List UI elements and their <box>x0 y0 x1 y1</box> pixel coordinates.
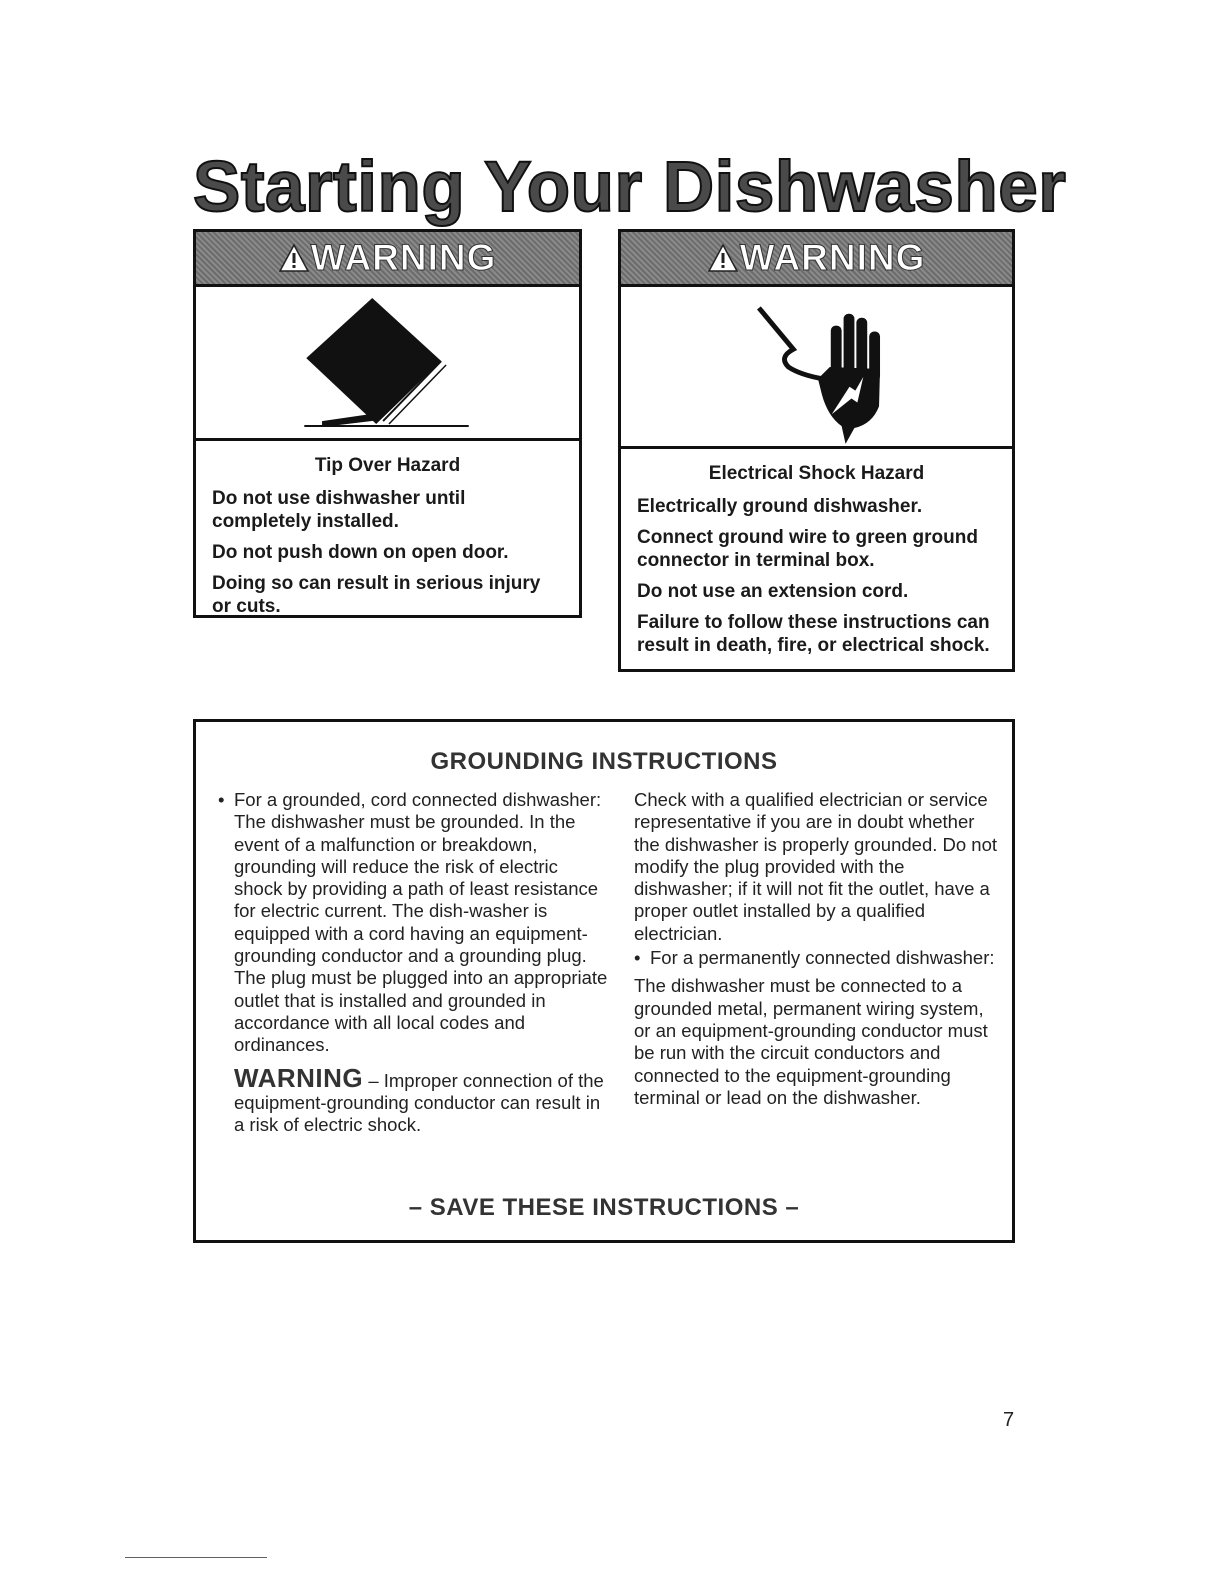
warning-header <box>196 232 579 287</box>
electric-shock-pictogram <box>621 287 1012 449</box>
tip-over-icon <box>196 287 579 438</box>
grounding-instructions-box <box>193 719 1015 1243</box>
warning-line: Do not push down on open door. <box>212 542 509 563</box>
page-number: 7 <box>1003 1409 1015 1431</box>
bullet-icon: • <box>634 947 641 969</box>
tip-over-pictogram <box>196 287 579 441</box>
grounding-column-left <box>218 789 608 1136</box>
tip-over-warning-box <box>193 229 582 618</box>
warning-text: – Improper connection of the equipment-grounding conductor can result in a risk of electric shock. <box>234 1069 604 1136</box>
bullet-icon: • <box>218 789 225 810</box>
page-title: Starting Your Dishwasher <box>193 148 1067 227</box>
bullet-body: The dishwasher must be connected to a grounded metal, permanent wiring system, or an equipment-grounding conductor must be run with the circuit conductors and connected to the equipment-grounding terminal or lead on the dishwasher. <box>634 975 988 1108</box>
warning-line: Doing so can result in serious injury or cuts. <box>212 573 541 617</box>
warning-label: WARNING <box>310 237 497 278</box>
grounding-title: GROUNDING INSTRUCTIONS <box>430 748 778 775</box>
save-instructions: – SAVE THESE INSTRUCTIONS – <box>408 1194 800 1221</box>
bullet-heading: For a grounded, cord connected dishwasher: <box>234 789 602 810</box>
bullet-body: The dishwasher must be grounded. In the event of a malfunction or breakdown, grounding will reduce the risk of electric shock by providing a path of least resistance for electric current. The dish-washer is equipped with a cord having an equipment-grounding conductor and a grounding plug. The plug must be plugged into an appropriate outlet that is installed and grounded in accordance with all local codes and ordinances. <box>234 811 608 1056</box>
hazard-title: Tip Over Hazard <box>314 455 461 476</box>
warning-word: WARNING <box>234 1062 364 1093</box>
warning-label: WARNING <box>739 237 926 278</box>
warning-line: Do not use dishwasher until completely installed. <box>212 488 466 532</box>
electric-shock-hand-icon <box>621 287 1012 446</box>
warning-triangle-icon <box>279 244 309 272</box>
warning-paragraph <box>218 1062 608 1137</box>
check-electrician-paragraph: Check with a qualified electrician or service representative if you are in doubt whether the dishwasher is properly grounded. Do not modify the plug provided with the dishwasher; if it will not fit the outlet, have a proper outlet installed by a qualified electrician. <box>634 789 998 944</box>
warning-line: Electrically ground dishwasher. <box>637 496 923 517</box>
electrical-shock-warning-box <box>618 229 1015 672</box>
bullet-heading: For a permanently connected dishwasher: <box>650 947 995 969</box>
warning-triangle-icon <box>708 244 738 272</box>
footer-rule <box>125 1557 267 1558</box>
warning-header <box>621 232 1012 287</box>
warning-line: Do not use an extension cord. <box>637 581 909 602</box>
warning-line: Connect ground wire to green ground connector in terminal box. <box>637 527 978 571</box>
hazard-title: Electrical Shock Hazard <box>708 463 925 484</box>
warning-line: Failure to follow these instructions can result in death, fire, or electrical shock. <box>637 612 990 656</box>
grounding-column-right <box>634 789 1004 1109</box>
